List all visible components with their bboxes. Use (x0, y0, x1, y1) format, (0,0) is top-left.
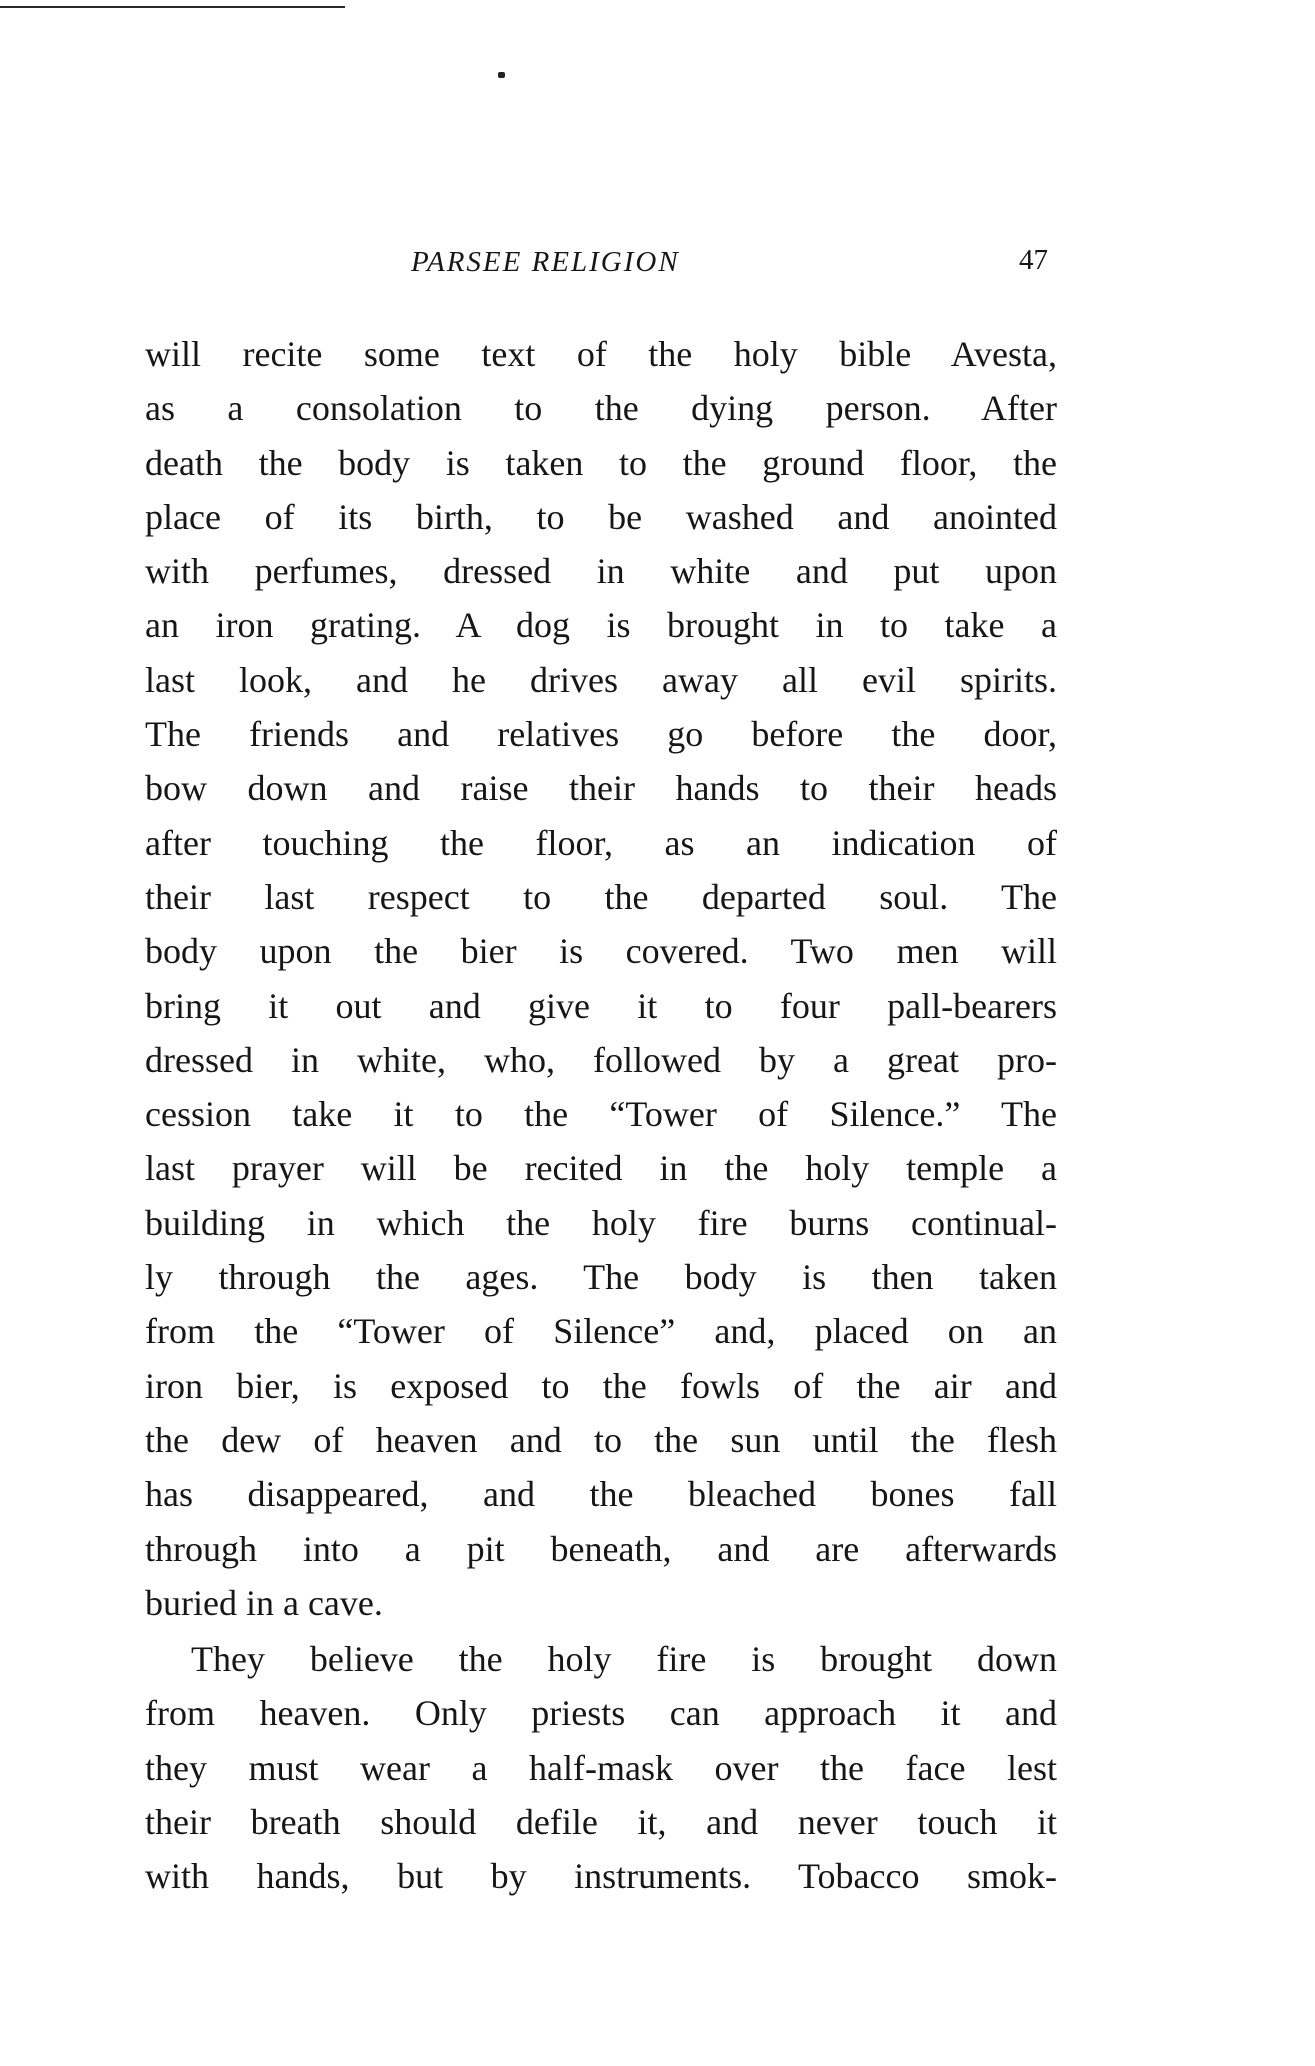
text-line: from heaven. Only priests can approach it and (145, 1693, 1057, 1734)
text-line: place of its birth, to be washed and anointed (145, 496, 1057, 537)
text-line: their breath should defile it, and never touch it (145, 1802, 1057, 1843)
text-line: will recite some text of the holy bible Avesta, (145, 334, 1057, 374)
paragraph-2 (145, 1632, 1057, 1903)
body-text (145, 327, 1057, 1904)
text-line: body upon the bier is covered. Two men will (145, 931, 1057, 972)
running-head (143, 246, 1048, 286)
text-line: last prayer will be recited in the holy temple a (145, 1148, 1057, 1189)
paragraph-1 (145, 327, 1057, 1630)
top-rule (0, 6, 345, 8)
ink-speck (498, 72, 505, 78)
text-line: from the “Tower of Silence” and, placed on an (145, 1311, 1057, 1352)
text-line: with perfumes, dressed in white and put upon (145, 551, 1057, 592)
text-line: last look, and he drives away all evil spirits. (145, 659, 1057, 700)
text-line: dressed in white, who, followed by a great pro- (145, 1039, 1057, 1080)
text-line: an iron grating. A dog is brought in to take a (145, 605, 1057, 646)
text-line: bring it out and give it to four pall-bearers (145, 985, 1057, 1026)
text-line: They believe the holy fire is brought down (191, 1639, 1057, 1680)
text-line: iron bier, is exposed to the fowls of the air and (145, 1365, 1057, 1406)
text-line: The friends and relatives go before the door, (145, 714, 1057, 755)
text-line: buried in a cave. (145, 1582, 383, 1623)
text-line: with hands, but by instruments. Tobacco smok- (145, 1856, 1057, 1897)
text-line: ly through the ages. The body is then taken (145, 1257, 1057, 1298)
running-title: PARSEE RELIGION (411, 246, 680, 278)
text-line: building in which the holy fire burns continual- (145, 1202, 1057, 1243)
text-line: the dew of heaven and to the sun until the flesh (145, 1419, 1057, 1460)
text-line: as a consolation to the dying person. After (145, 388, 1057, 429)
text-line: after touching the floor, as an indication of (145, 822, 1057, 863)
page-number: 47 (1019, 244, 1048, 276)
text-line: cession take it to the “Tower of Silence.” The (145, 1094, 1057, 1135)
text-line: bow down and raise their hands to their heads (145, 768, 1057, 809)
text-line: death the body is taken to the ground floor, the (145, 442, 1057, 483)
text-line: has disappeared, and the bleached bones fall (145, 1474, 1057, 1515)
text-line: their last respect to the departed soul. The (145, 876, 1057, 917)
text-line: they must wear a half-mask over the face lest (145, 1747, 1057, 1788)
text-line: through into a pit beneath, and are afterwards (145, 1528, 1057, 1569)
